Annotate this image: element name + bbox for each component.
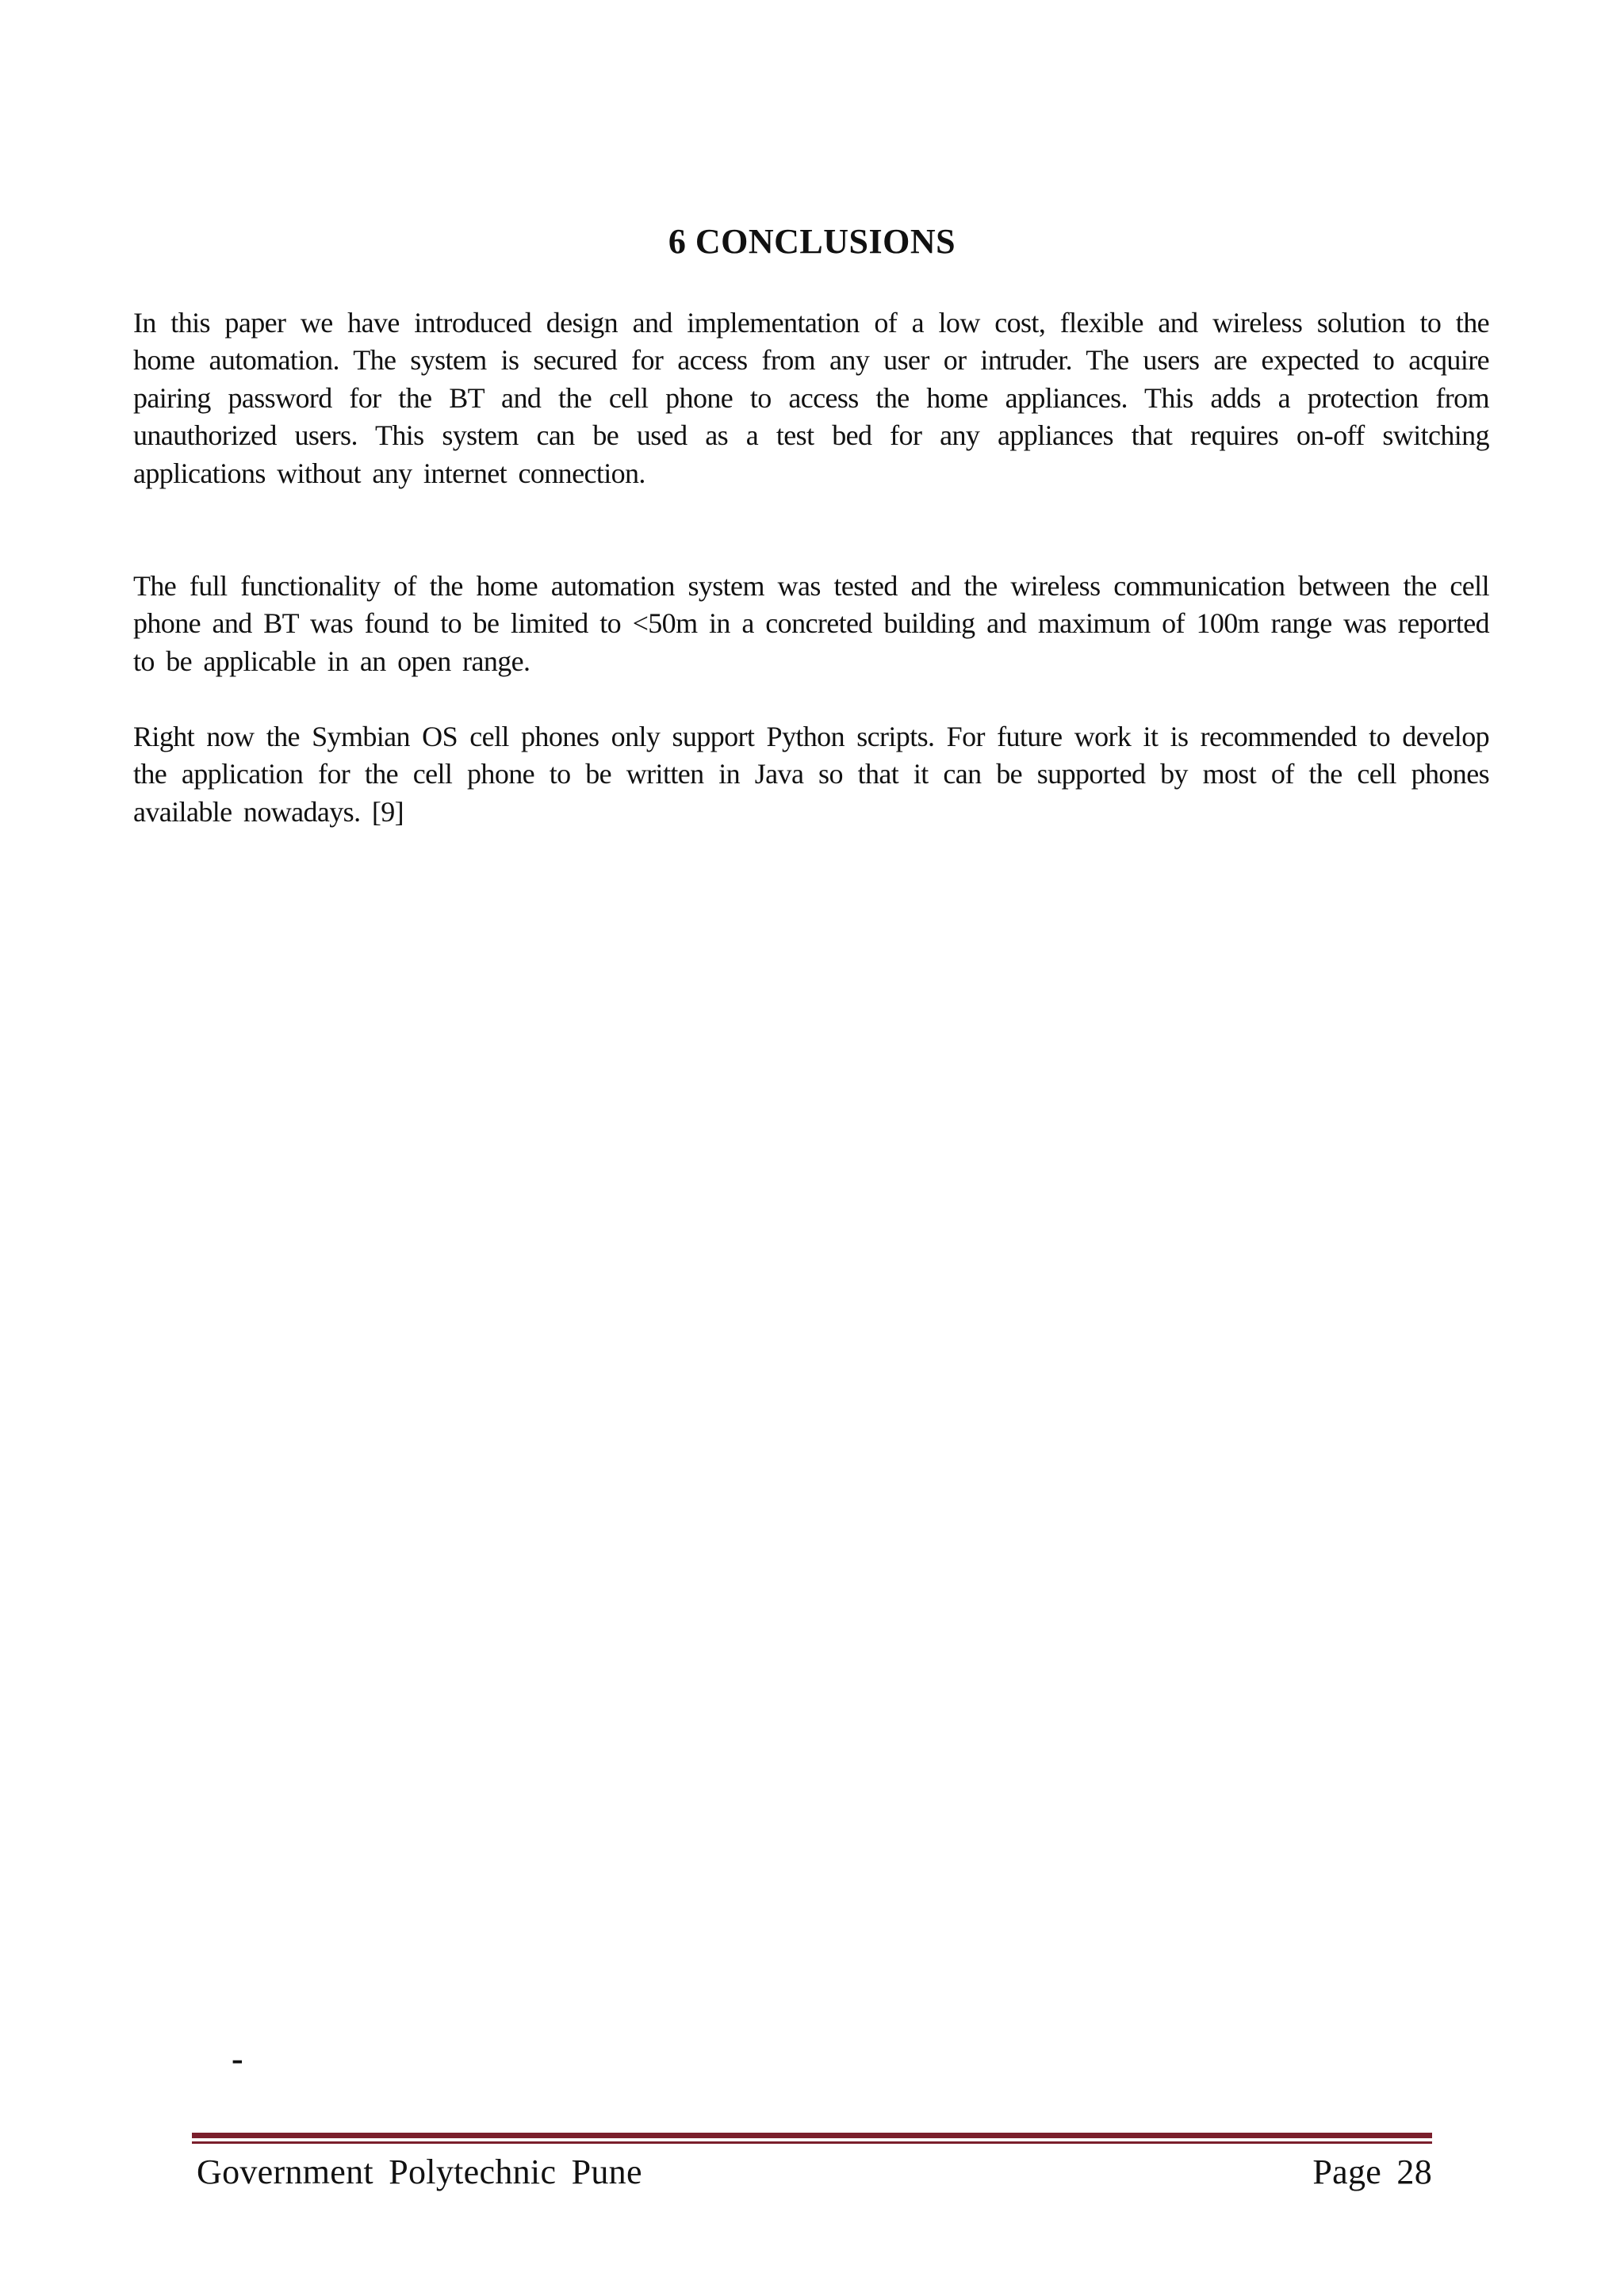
section-title: 6 CONCLUSIONS (668, 222, 956, 261)
paragraph-future-work: Right now the Symbian OS cell phones only support Python scripts. For future work it is recommended to develop the application for the cell phone to be written in Java so that it can be supported by most of the cell phones available nowadays. [9] (133, 721, 1489, 828)
footer-rule (192, 2133, 1432, 2145)
footer-rule-thick-line (192, 2133, 1432, 2138)
stray-dash-mark: - (232, 2039, 243, 2078)
footer-institution: Government Polytechnic Pune (197, 2152, 642, 2191)
footer-page-number: Page 28 (1312, 2152, 1432, 2191)
paragraph-testing-results: The full functionality of the home automation system was tested and the wireless communication between the cell phone and BT was found to be limited to <50m in a concreted building and maximum of 100m range was reported to be applicable in an open range. (133, 570, 1489, 677)
paragraph-conclusion-summary: In this paper we have introduced design and implementation of a low cost, flexible and wireless solution to the home automation. The system is secured for access from any user or intruder. The users are expected to acquire pairing password for the BT and the cell phone to access the home appliances. This adds a protection from unauthorized users. This system can be used as a test bed for any appliances that requires on-off switching applications without any internet connection. (133, 307, 1489, 489)
footer-rule-thin-line (192, 2141, 1432, 2144)
